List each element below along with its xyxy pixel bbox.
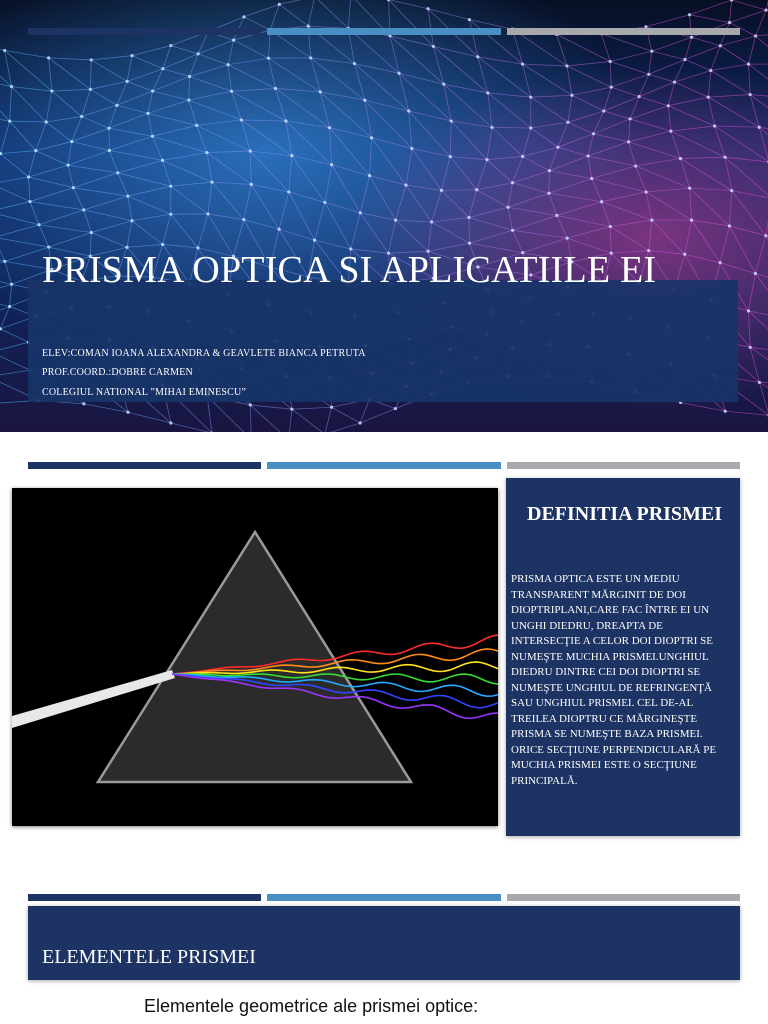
prism-dispersion-image xyxy=(12,488,498,826)
accent-bars xyxy=(28,28,740,35)
prism-dispersion-illustration xyxy=(12,488,498,826)
accent-bar-dark xyxy=(28,894,261,901)
title-box xyxy=(28,280,738,402)
definition-heading: DEFINITIA PRISMEI xyxy=(527,503,723,525)
definition-text: PRISMA OPTICA ESTE UN MEDIU TRANSPARENT MĂRGINIT DE DOI DIOPTRIPLANI,CARE FAC ÎNTRE EI UN UNGHI DIEDRU, DREAPTA DE INTERSECŢIE A CELOR DOI DIOPTRI SE NUMEŞTE MUCHIA PRISMEI.UNGHIUL DIEDRU DINTRE CEI DOI DIOPTRI SE NUMEŞTE UNGHIUL DE REFRINGENŢĂ SAU UNGHIUL PRISMEI. CEL DE-AL TREILEA DIOPTRU CE MĂRGINEŞTE PRISMA SE NUMEŞTE BAZA PRISMEI. ORICE SECŢIUNE PERPENDICULARĂ PE MUCHIA PRISMEI ESTE O SECŢIUNE PRINCIPALĂ. xyxy=(511,573,717,787)
presentation-title: PRISMA OPTICA SI APLICATIILE EI xyxy=(42,249,657,291)
elements-heading: ELEMENTELE PRISMEI xyxy=(42,946,256,968)
accent-bar-blue xyxy=(267,28,500,35)
accent-bar-gray xyxy=(507,894,740,901)
accent-bar-blue xyxy=(267,462,500,469)
accent-bars xyxy=(28,462,740,469)
definition-panel xyxy=(506,478,740,836)
accent-bar-gray xyxy=(507,462,740,469)
elements-slide xyxy=(0,876,768,1024)
accent-bar-blue xyxy=(267,894,500,901)
definition-slide xyxy=(0,436,768,872)
accent-bar-dark xyxy=(28,28,261,35)
students-line: ELEV:COMAN IOANA ALEXANDRA & GEAVLETE BIANCA PETRUTA xyxy=(42,348,366,359)
accent-bar-dark xyxy=(28,462,261,469)
teacher-line: PROF.COORD.:DOBRE CARMEN xyxy=(42,367,193,378)
accent-bar-gray xyxy=(507,28,740,35)
elements-caption: Elementele geometrice ale prismei optice: xyxy=(144,996,479,1016)
elements-band xyxy=(28,906,740,980)
title-slide xyxy=(0,0,768,432)
accent-bars xyxy=(28,894,740,901)
school-line: COLEGIUL NATIONAL ”MIHAI EMINESCU” xyxy=(42,387,247,398)
